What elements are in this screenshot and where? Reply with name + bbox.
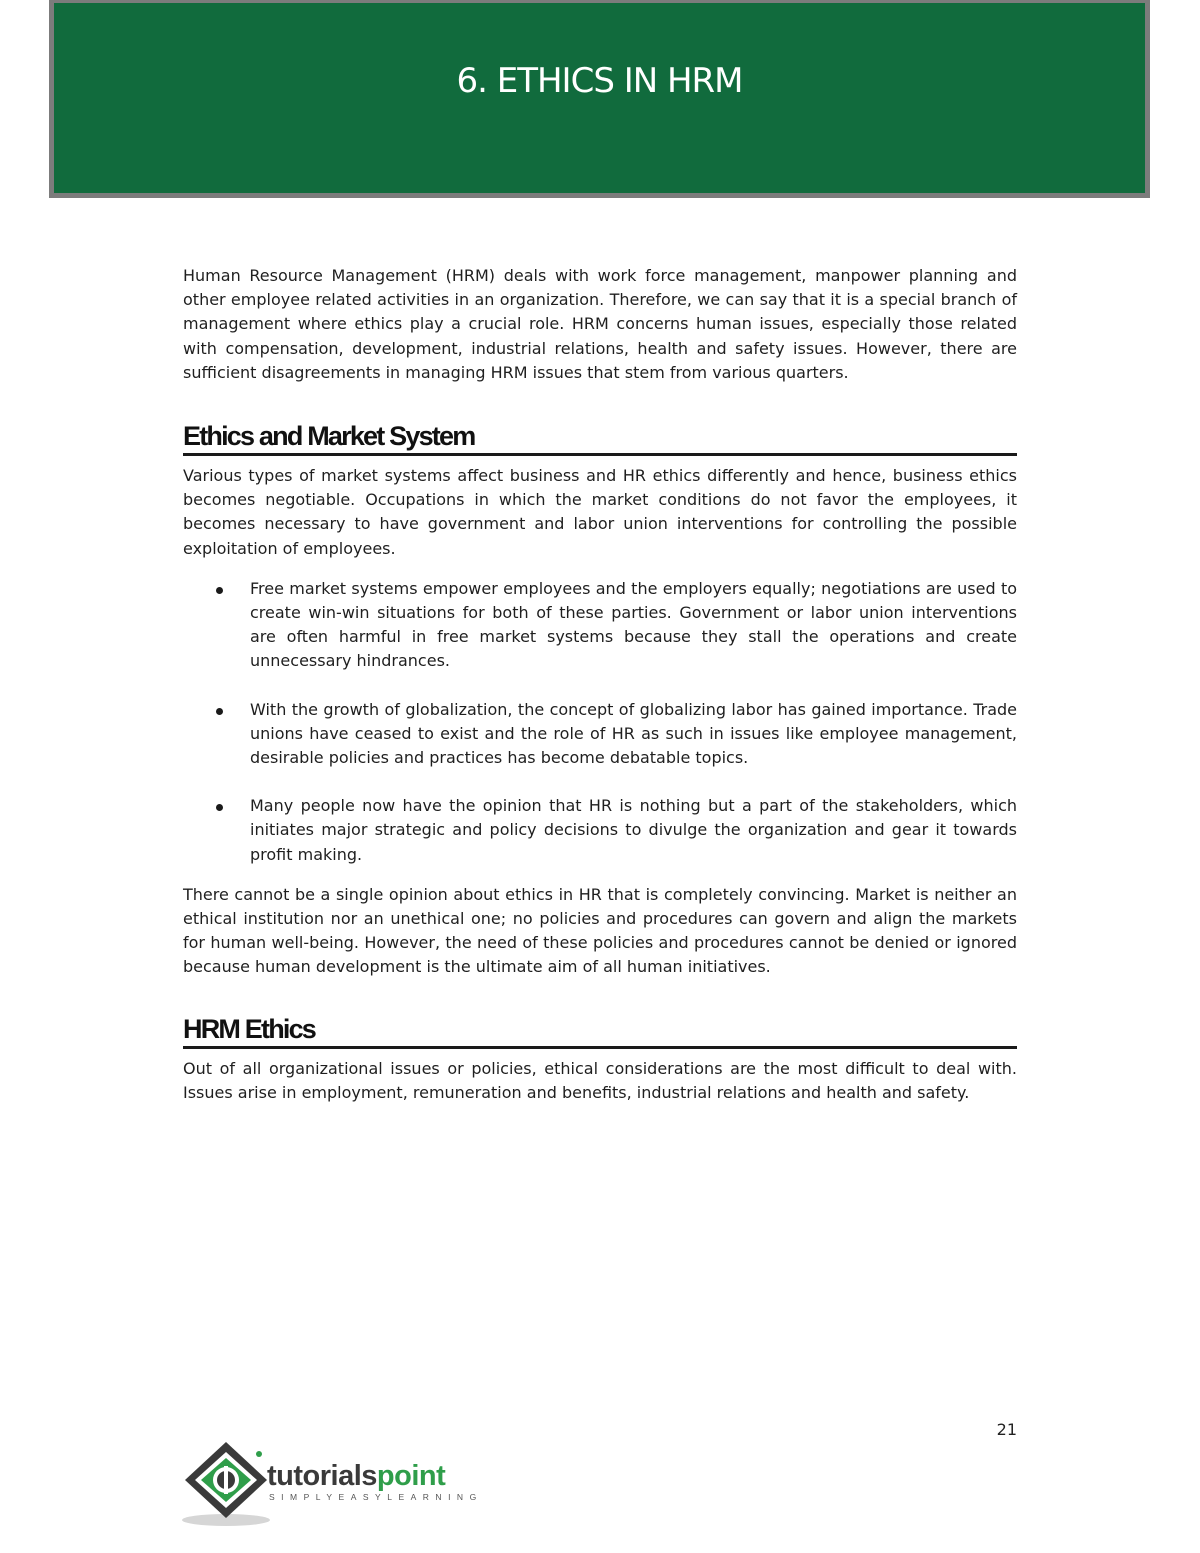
- logo-word-tutorials: tutorials: [267, 1460, 377, 1492]
- hrm-ethics-paragraph: Out of all organizational issues or policies, ethical considerations are the most difficult to deal with. Issues arise in employment, remuneration and benefits, industrial relations and health and safety.: [183, 1058, 1017, 1102]
- tutorialspoint-logo-icon: [181, 1440, 271, 1530]
- list-item-text: Free market systems empower employees and the employers equally; negotiations are used to create win-win situations for both of these parties. Government or labor union interventions are often harmful in free market systems because they stall the operations and create unnecessary hindrances.: [250, 578, 1017, 671]
- market-paragraph: Various types of market systems affect business and HR ethics differently and hence, business ethics becomes negotiable. Occupations in which the market conditions do not favor the employees, it becomes necessary to have government and labor union interventions for controlling the possible exploitation of employees.: [183, 466, 1017, 558]
- list-item-text: Many people now have the opinion that HR is nothing but a part of the stakeholders, which initiates major strategic and policy decisions to divulge the organization and gear it towards profit making.: [250, 796, 1017, 864]
- market-bullet-list: [183, 577, 1017, 867]
- tutorialspoint-logo: [181, 1440, 481, 1530]
- bullet-icon: [216, 708, 223, 715]
- page-number: 21: [996, 1420, 1017, 1439]
- bullet-icon: [216, 804, 223, 811]
- section-heading-hrm-ethics: HRM Ethics: [183, 1014, 1017, 1049]
- intro-paragraph: Human Resource Management (HRM) deals with work force management, manpower planning and other employee related activities in an organization. Therefore, we can say that it is a special branch of management where ethics play a crucial role. HRM concerns human issues, especially those related with compensation, development, industrial relations, health and safety issues. However, there are sufficient disagreements in managing HRM issues that stem from various quarters.: [183, 266, 1017, 382]
- list-item: [183, 794, 1017, 867]
- chapter-title: 6. ETHICS IN HRM: [456, 61, 743, 101]
- list-item: [183, 577, 1017, 674]
- list-item-text: With the growth of globalization, the concept of globalizing labor has gained importance. Trade unions have ceased to exist and the role of HR as such in issues like employee management, desirable policies and practices has become debatable topics.: [250, 699, 1017, 768]
- main-content: [183, 264, 1017, 1105]
- section-heading-ethics-market: Ethics and Market System: [183, 421, 1017, 456]
- bullet-icon: [216, 587, 223, 594]
- logo-wordmark: [267, 1460, 445, 1493]
- market-closing-paragraph: There cannot be a single opinion about ethics in HR that is completely convincing. Market is neither an ethical institution nor an unethical one; no policies and procedures can govern and align the markets for human well-being. However, the need of these policies and procedures cannot be denied or ignored because human development is the ultimate aim of all human initiatives.: [183, 884, 1017, 977]
- list-item: [183, 698, 1017, 771]
- logo-tagline: SIMPLYEASYLEARNING: [269, 1492, 483, 1502]
- chapter-banner: [49, 0, 1150, 198]
- logo-word-point: point: [376, 1460, 446, 1492]
